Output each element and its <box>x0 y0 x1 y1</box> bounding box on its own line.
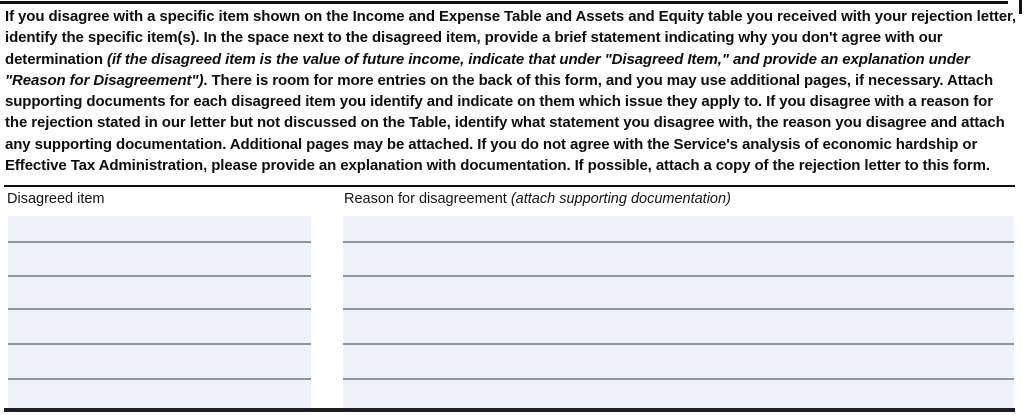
reason-header <box>344 191 731 207</box>
disagreed-item-input-3[interactable] <box>8 277 311 310</box>
reason-input-4[interactable] <box>343 310 1014 345</box>
disagreed-item-input-6[interactable] <box>8 380 311 408</box>
reason-header-label: Reason for disagreement <box>344 191 511 207</box>
disagreed-item-input-5[interactable] <box>8 345 311 380</box>
instructions-text-continued: . There is room for more entries on the back of this form, and you may use additional pages, if necessary. Attach supporting documents for each disagreed item you identify and indicate on them which issue they apply to. If you disagree with a reason for the rejection stated in our letter but not discussed on the Table, identify what statement you disagree with, the reason you disagree and attach any supporting documentation. Additional pages may be attached. If you do not agree with the Service's analysis of economic hardship or Effective Tax Administration, please provide an explanation with documentation. If possible, attach a copy of the rejection letter to this form. <box>5 71 1005 175</box>
reason-input-6[interactable] <box>343 380 1014 408</box>
outer-border-remnant <box>1019 0 1022 14</box>
disagreed-item-header: Disagreed item <box>7 191 105 207</box>
reason-input-5[interactable] <box>343 345 1014 380</box>
section-top-border <box>0 1 1008 4</box>
section-bottom-border <box>4 408 1015 412</box>
reason-header-note: (attach supporting documentation) <box>510 191 731 207</box>
disagreed-item-input-4[interactable] <box>8 310 311 345</box>
reason-input-1[interactable] <box>343 216 1014 243</box>
instructions-italic-text: (if the disagreed item is the value of future income, indicate that under "Disagreed Item," and provide an explanation under "Reason for Disagreement") <box>5 50 970 89</box>
reason-input-2[interactable] <box>343 243 1014 277</box>
instructions-text: If you disagree with a specific item shown on the Income and Expense Table and Assets and Equity table you received with your rejection letter, identify the specific item(s). In the space next to the disagreed item, provide a brief statement indicating why you don't agree with our determination <box>5 8 1016 68</box>
disagreed-item-column <box>8 216 311 408</box>
instructions-paragraph <box>5 6 1017 176</box>
header-divider-border <box>4 185 1015 187</box>
disagreed-item-input-2[interactable] <box>8 243 311 277</box>
reason-column <box>343 216 1014 408</box>
disagreed-item-input-1[interactable] <box>8 216 311 243</box>
reason-input-3[interactable] <box>343 277 1014 310</box>
